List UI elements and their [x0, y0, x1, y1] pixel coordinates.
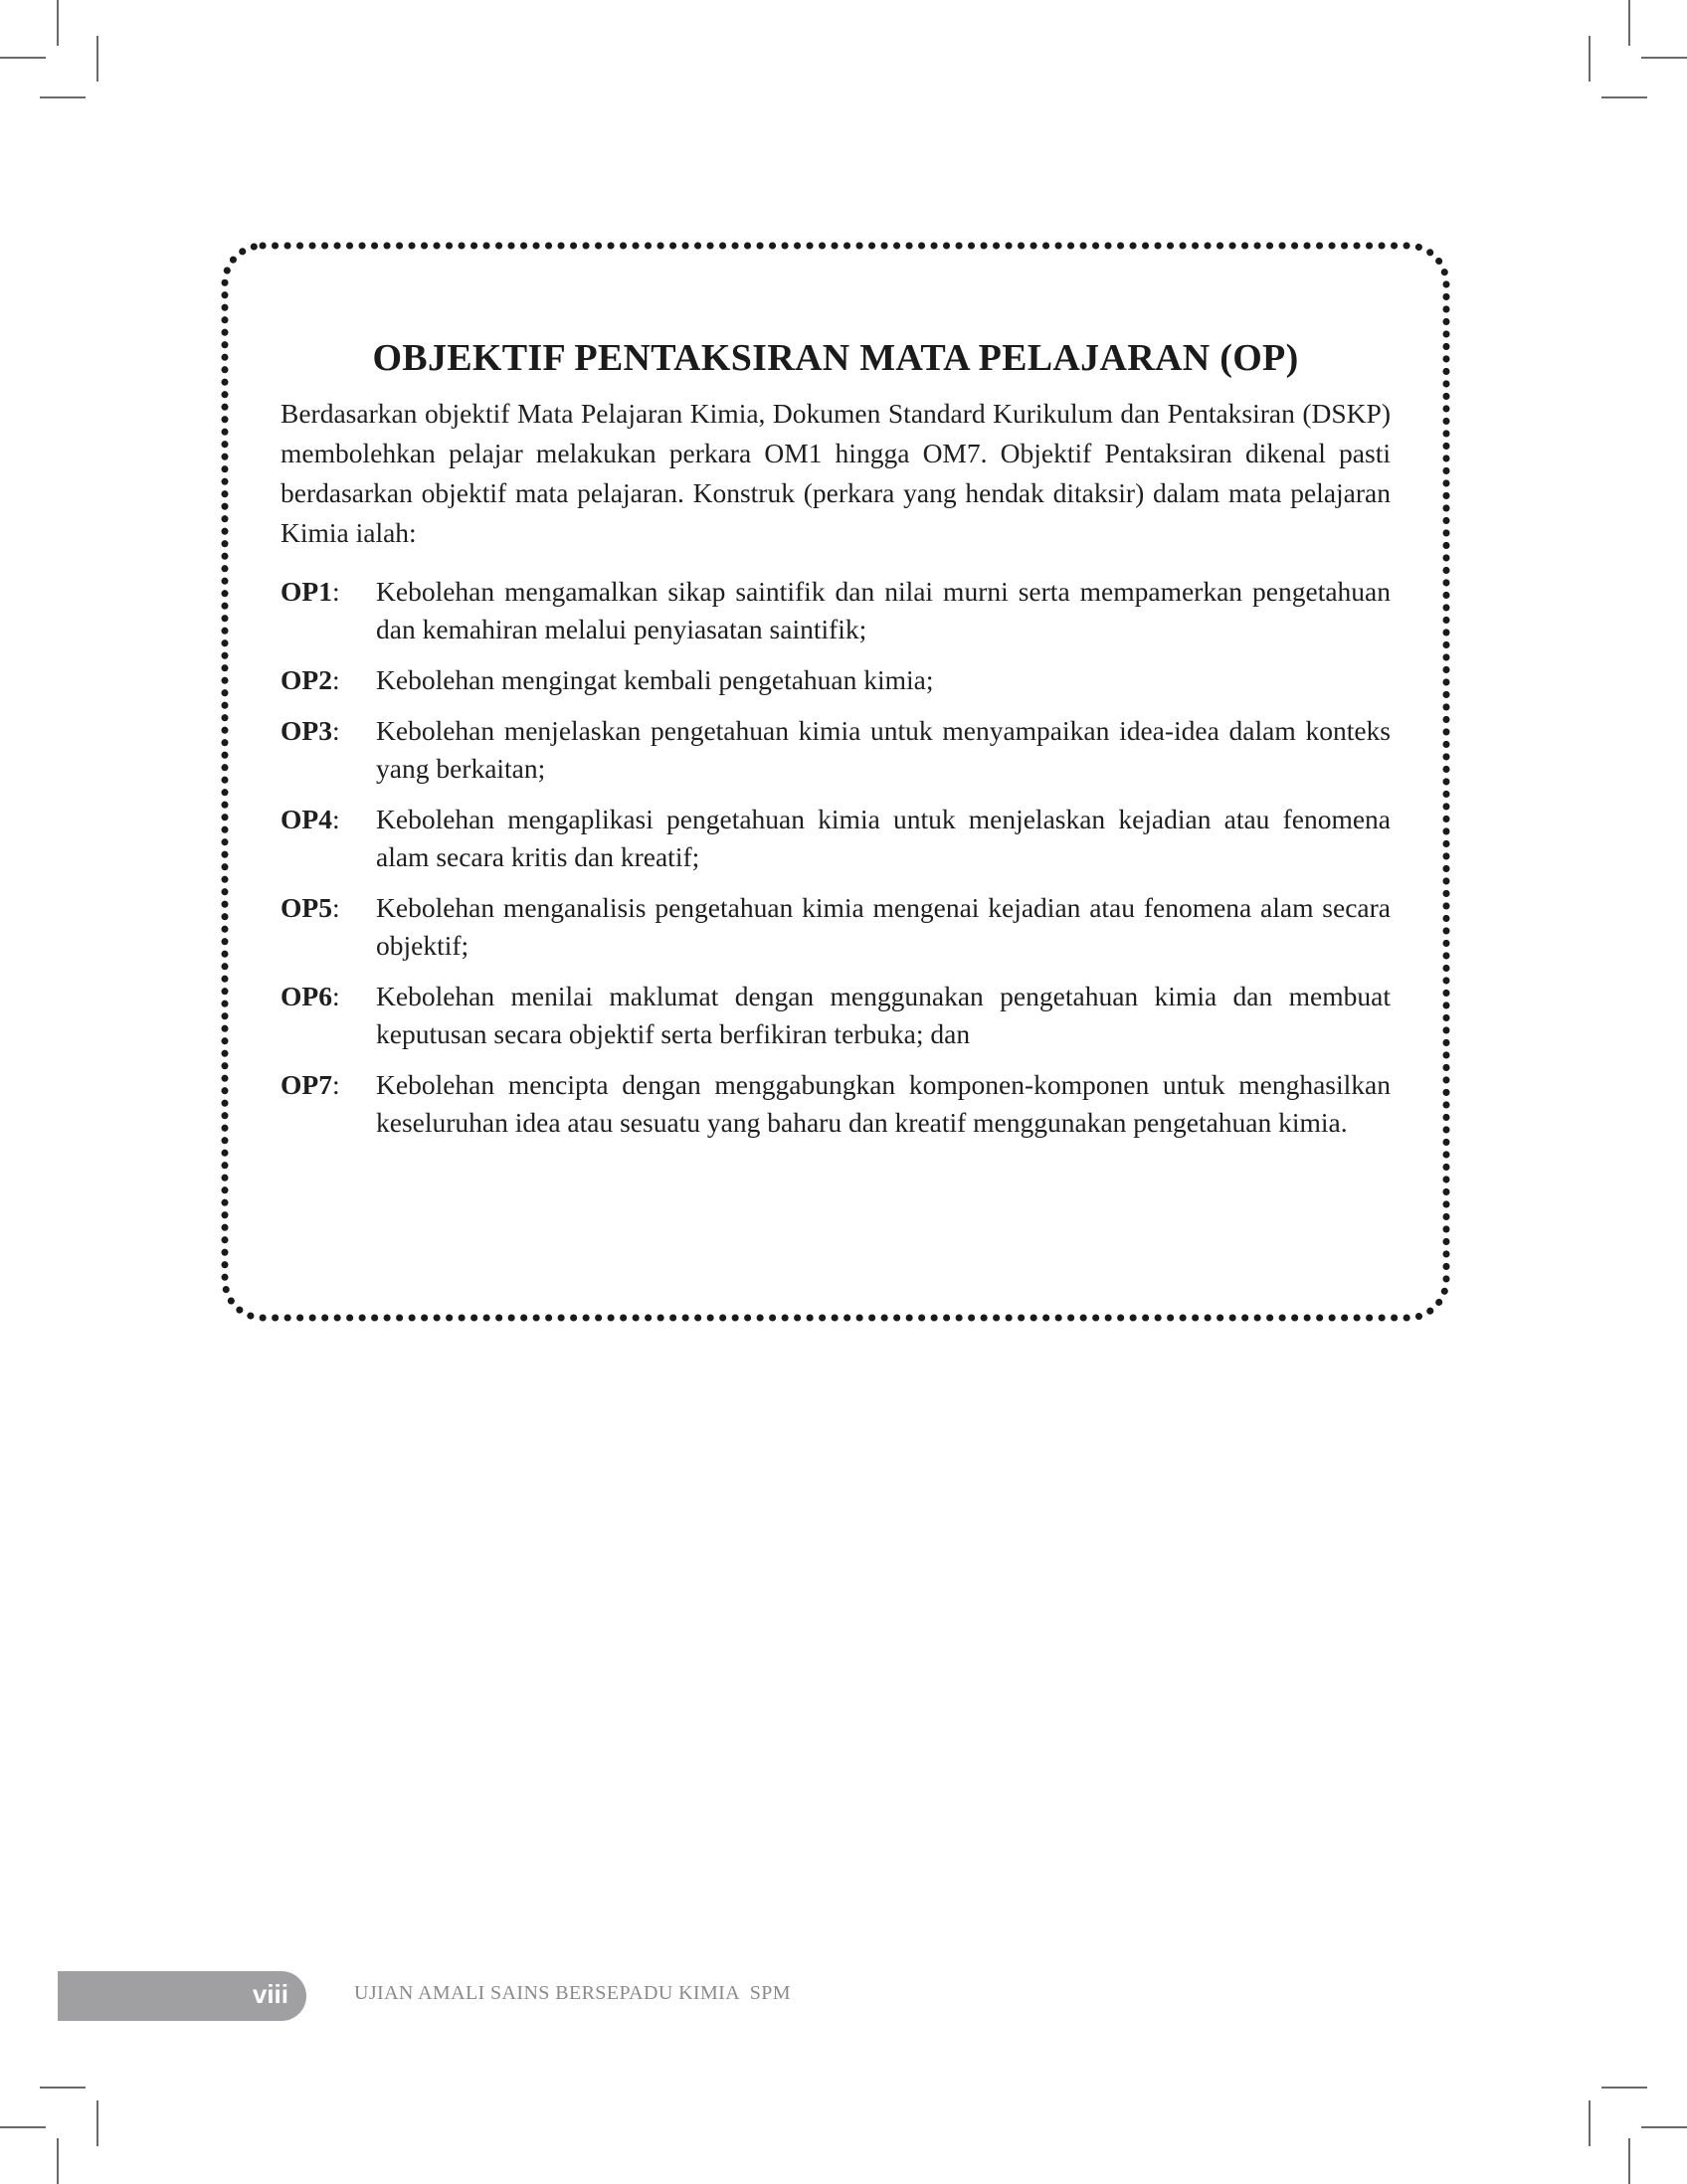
crop-mark	[1628, 2138, 1630, 2184]
crop-mark	[0, 2126, 46, 2128]
objective-item: OP3: Kebolehan menjelaskan pengetahuan kimia untuk menyampaikan idea-idea dalam konteks yang berkaitan;	[281, 712, 1391, 788]
objective-text: Kebolehan mengamalkan sikap saintifik dan nilai murni serta mempamerkan pengetahuan dan kemahiran melalui penyiasatan saintifik;	[376, 576, 1391, 644]
page-number: viii	[252, 1979, 288, 2009]
crop-mark	[1641, 57, 1687, 59]
objective-code: OP7	[281, 1069, 332, 1100]
objective-text: Kebolehan menganalisis pengetahuan kimia mengenai kejadian atau fenomena alam secara objektif;	[376, 892, 1391, 961]
objective-item: OP6: Kebolehan menilai maklumat dengan menggunakan pengetahuan kimia dan membuat keputusan secara objektif serta berfikiran terbuka; dan	[281, 978, 1391, 1053]
objective-code: OP1	[281, 576, 332, 607]
crop-mark	[40, 2087, 86, 2089]
objective-item: OP2: Kebolehan mengingat kembali pengetahuan kimia;	[281, 661, 1391, 699]
page-number-tab	[58, 1971, 306, 2021]
objective-item: OP7: Kebolehan mencipta dengan menggabungkan komponen-komponen untuk menghasilkan keseluruhan idea atau sesuatu yang baharu dan kreatif menggunakan pengetahuan kimia.	[281, 1066, 1391, 1142]
objectives-panel	[281, 336, 1391, 1155]
page-heading: OBJEKTIF PENTAKSIRAN MATA PELAJARAN (OP)	[372, 337, 1299, 379]
objective-item: OP5: Kebolehan menganalisis pengetahuan kimia mengenai kejadian atau fenomena alam secara objektif;	[281, 889, 1391, 965]
objective-text: Kebolehan menilai maklumat dengan menggunakan pengetahuan kimia dan membuat keputusan secara objektif serta berfikiran terbuka; dan	[376, 981, 1391, 1049]
objective-item: OP1: Kebolehan mengamalkan sikap saintifik dan nilai murni serta mempamerkan pengetahuan dan kemahiran melalui penyiasatan saintifik;	[281, 573, 1391, 648]
footer-title: UJIAN AMALI SAINS BERSEPADU KIMIA SPM	[354, 1982, 791, 2004]
crop-mark	[57, 0, 59, 46]
crop-mark	[40, 96, 86, 98]
objective-code: OP2	[281, 664, 332, 695]
crop-mark	[1601, 96, 1647, 98]
objective-code: OP3	[281, 715, 332, 746]
crop-mark	[1589, 36, 1591, 82]
crop-mark	[1641, 2126, 1687, 2128]
objective-text: Kebolehan menjelaskan pengetahuan kimia untuk menyampaikan idea-idea dalam konteks yang berkaitan;	[376, 715, 1391, 784]
crop-mark	[1589, 2100, 1591, 2146]
crop-mark	[1601, 2087, 1647, 2089]
objective-item: OP4: Kebolehan mengaplikasi pengetahuan kimia untuk menjelaskan kejadian atau fenomena alam secara kritis dan kreatif;	[281, 801, 1391, 876]
objective-code: OP4	[281, 804, 332, 834]
objective-code: OP6	[281, 981, 332, 1011]
objective-code: OP5	[281, 892, 332, 923]
objective-text: Kebolehan mengaplikasi pengetahuan kimia untuk menjelaskan kejadian atau fenomena alam secara kritis dan kreatif;	[376, 804, 1391, 872]
crop-mark	[0, 57, 46, 59]
crop-mark	[57, 2138, 59, 2184]
intro-paragraph: Berdasarkan objektif Mata Pelajaran Kimia, Dokumen Standard Kurikulum dan Pentaksiran (DSKP) membolehkan pelajar melakukan perkara OM1 hingga OM7. Objektif Pentaksiran dikenal pasti berdasarkan objektif mata pelajaran. Konstruk (perkara yang hendak ditaksir) dalam mata pelajaran Kimia ialah:	[281, 398, 1391, 548]
crop-mark	[96, 36, 98, 82]
crop-mark	[1628, 0, 1630, 46]
objective-text: Kebolehan mengingat kembali pengetahuan kimia;	[376, 664, 934, 695]
crop-mark	[96, 2100, 98, 2146]
objective-text: Kebolehan mencipta dengan menggabungkan komponen-komponen untuk menghasilkan keseluruhan idea atau sesuatu yang baharu dan kreatif menggunakan pengetahuan kimia.	[376, 1069, 1391, 1138]
